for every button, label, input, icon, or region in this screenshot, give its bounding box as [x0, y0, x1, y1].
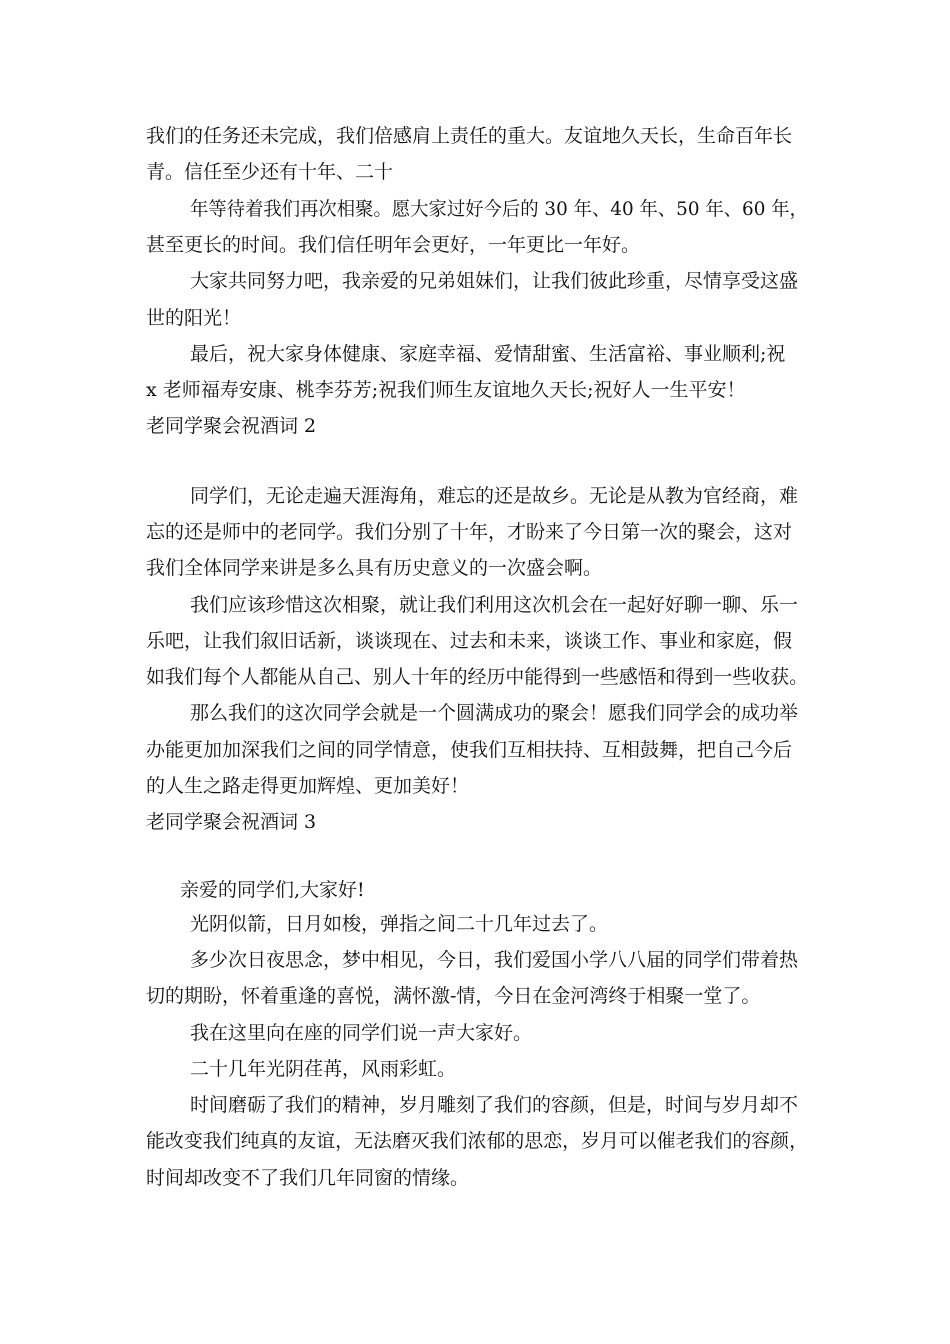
- section-title: 老同学聚会祝酒词 3: [146, 811, 317, 833]
- paragraph-line: 二十几年光阴荏苒，风雨彩虹。: [190, 1058, 457, 1080]
- section-title: 老同学聚会祝酒词 2: [146, 415, 317, 437]
- paragraph-line: 我们的任务还未完成，我们倍感肩上责任的重大。友谊地久天长，生命百年长: [146, 125, 793, 147]
- paragraph-line: 能改变我们纯真的友谊，无法磨灭我们浓郁的思恋，岁月可以催老我们的容颜，: [146, 1130, 809, 1152]
- paragraph-line: 光阴似箭，日月如梭，弹指之间二十几年过去了。: [190, 913, 609, 935]
- paragraph-line: 如我们每个人都能从自己、别人十年的经历中能得到一些感悟和得到一些收获。: [146, 666, 809, 688]
- paragraph-line: 年等待着我们再次相聚。愿大家过好今后的 30 年、40 年、50 年、60 年，: [190, 198, 808, 220]
- paragraph-line: 忘的还是师中的老同学。我们分别了十年，才盼来了今日第一次的聚会，这对: [146, 521, 793, 543]
- paragraph-line: 我们全体同学来讲是多么具有历史意义的一次盛会啊。: [146, 557, 603, 579]
- paragraph-line: 办能更加加深我们之间的同学情意，使我们互相扶持、互相鼓舞，把自己今后: [146, 739, 793, 761]
- paragraph-line: 亲爱的同学们,大家好!: [180, 879, 365, 901]
- paragraph-line: 我在这里向在座的同学们说一声大家好。: [190, 1022, 533, 1044]
- paragraph-line: 最后，祝大家身体健康、家庭幸福、爱情甜蜜、生活富裕、事业顺利;祝: [190, 343, 786, 365]
- paragraph-line: 时间磨砺了我们的精神，岁月雕刻了我们的容颜，但是，时间与岁月却不: [190, 1094, 799, 1116]
- paragraph-line: 切的期盼，怀着重逢的喜悦，满怀激-情，今日在金河湾终于相聚一堂了。: [146, 985, 761, 1007]
- paragraph-line: 大家共同努力吧，我亲爱的兄弟姐妹们，让我们彼此珍重，尽情享受这盛: [190, 270, 799, 292]
- paragraph-line: 那么我们的这次同学会就是一个圆满成功的聚会！愿我们同学会的成功举: [190, 702, 799, 724]
- paragraph-line: 乐吧，让我们叙旧话新，谈谈现在、过去和未来，谈谈工作、事业和家庭，假: [146, 630, 793, 652]
- paragraph-line: x 老师福寿安康、桃李芬芳;祝我们师生友谊地久天长;祝好人一生平安！: [146, 379, 746, 401]
- paragraph-line: 青。信任至少还有十年、二十: [146, 161, 394, 183]
- paragraph-line: 同学们，无论走遍天涯海角，难忘的还是故乡。无论是从教为官经商，难: [190, 485, 799, 507]
- paragraph-line: 多少次日夜思念，梦中相见，今日，我们爱国小学八八届的同学们带着热: [190, 949, 799, 971]
- paragraph-line: 甚至更长的时间。我们信任明年会更好，一年更比一年好。: [146, 234, 641, 256]
- paragraph-line: 时间却改变不了我们几年同窗的情缘。: [146, 1167, 470, 1189]
- paragraph-line: 我们应该珍惜这次相聚，就让我们利用这次机会在一起好好聊一聊、乐一: [190, 594, 799, 616]
- paragraph-line: 世的阳光！: [146, 307, 242, 329]
- paragraph-line: 的人生之路走得更加辉煌、更加美好！: [146, 775, 470, 797]
